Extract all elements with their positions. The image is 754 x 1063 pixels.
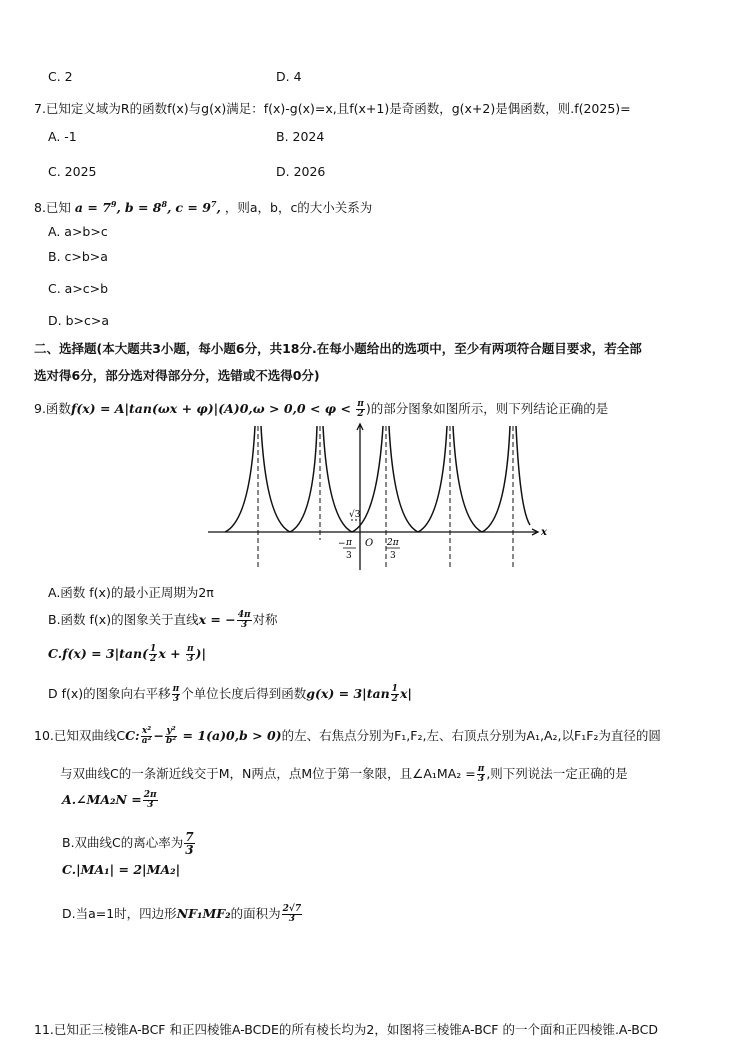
q9-option-c-mid: x + [158, 646, 185, 661]
q10-option-b [62, 831, 196, 856]
q10-line2-suffix: ,则下列说法一定正确的是 [486, 766, 628, 781]
q9-function-graph [200, 420, 550, 572]
q7-stem: 7.已知定义域为R的函数f(x)与g(x)满足：f(x)-g(x)=x,且f(x+1)是奇函数，g(x+2)是偶函数，则.f(2025)= [34, 101, 631, 116]
q10-math-eq: = 1(a)0,b > 0) [178, 728, 282, 743]
q9-option-d-num: π [172, 684, 180, 694]
curve-branch [389, 426, 447, 532]
q9-option-d-math: g(x) = 3|tan [306, 686, 390, 701]
curve-branch [225, 426, 255, 532]
q10-hyp-den2: b² [165, 736, 177, 746]
q11-stem-line1: 11.已知正三棱锥A-BCF 和正四棱锥A-BCDE的所有棱长均为2，如图将三棱锥A-BCF 的一个面和正四棱锥.A-BCD [34, 1022, 658, 1037]
curve-branch [261, 426, 317, 532]
q9-option-d [48, 685, 412, 704]
q8-a-base: 7 [102, 200, 111, 216]
q10-math-c: C: [125, 728, 140, 743]
q10-option-a [62, 791, 159, 810]
q10-suffix: 的左、右焦点分别为F₁,F₂,左、右顶点分别为A₁,A₂,以F₁F₂为直径的圆 [281, 728, 661, 743]
q9-stem [34, 400, 608, 419]
q7-option-a: A. -1 [48, 129, 77, 144]
q9-option-c-frac1-den: 2 [150, 654, 157, 664]
x-axis-label: x [541, 527, 547, 538]
q10-option-c-math: C.|MA₁| = 2|MA₂| [62, 862, 181, 877]
q7-option-c: C. 2025 [48, 164, 97, 179]
q8-option-d: D. b>c>a [48, 313, 109, 328]
q9-phi-bound-den: 2 [357, 409, 364, 419]
q9-option-d-prefix: D f(x)的图象向右平移 [48, 686, 171, 701]
q7-option-d: D. 2026 [276, 164, 326, 179]
q9-option-d-frac2-den: 2 [391, 694, 398, 704]
q10-angle-num: π [477, 764, 485, 774]
q10-hyp-num1: x² [141, 726, 152, 736]
q9-option-b-math: x = − [198, 612, 236, 627]
q10-option-c [62, 862, 180, 878]
q8-option-b: B. c>b>a [48, 249, 108, 264]
q9-formula: f(x) = A|tan(ωx + φ)|(A)0,ω > 0,0 < φ < [70, 401, 356, 416]
q10-option-a-math: A.∠MA₂N = [62, 792, 142, 807]
q8-a-var: a [74, 200, 84, 216]
q9-option-c-end: )| [195, 646, 207, 661]
q9-phi-bound-num: π [357, 399, 364, 409]
q10-option-b-num: 7 [185, 830, 194, 844]
tick-left-sign: − [338, 539, 346, 549]
q9-option-d-den: 3 [172, 694, 180, 704]
q8-b-base: 8 [152, 200, 162, 216]
q10-option-d-mid: 的面积为 [230, 906, 281, 921]
q9-option-c-frac1-num: 1 [150, 644, 157, 654]
tick-left-den: 3 [346, 551, 352, 561]
q8-stem: 8.已知 $a = 7^9$, $b = 8^8$, $c = 9^7$, ，则a，b，c的大小关系为 [34, 199, 373, 216]
q7-option-b: B. 2024 [276, 129, 325, 144]
q9-option-b-num: 4π [237, 610, 251, 620]
tick-right-den: 3 [390, 551, 396, 561]
q8-a-exp: 9 [110, 199, 117, 209]
q10-hyp-num2: y² [166, 726, 176, 736]
q10-option-b-den: 3 [185, 843, 194, 857]
q6-option-d: D. 4 [276, 69, 302, 84]
q9-prefix: 9.函数 [34, 401, 71, 416]
origin-label: O [365, 538, 374, 549]
q9-option-b-den: 3 [240, 620, 248, 630]
q10-option-a-num: 2π [143, 790, 157, 800]
q9-option-b [48, 611, 278, 630]
q9-option-a: A.函数 f(x)的最小正周期为2π [48, 585, 214, 600]
q8-b-exp: 8 [161, 199, 168, 209]
tick-left-num: π [346, 538, 352, 548]
tick-right-num: 2π [387, 538, 399, 548]
q10-option-d [62, 905, 303, 924]
q9-option-d-mid: 个单位长度后得到函数 [181, 686, 307, 701]
q8-option-a: A. a>b>c [48, 224, 108, 239]
section2-heading-line2: 选对得6分，部分选对得部分分，选错或不选得0分) [34, 368, 320, 383]
q8-prefix: 8.已知 [34, 200, 71, 216]
curve-branch [516, 426, 530, 525]
q10-option-d-math: NF₁MF₂ [176, 906, 231, 921]
q8-option-c: C. a>c>b [48, 281, 109, 296]
q6-option-c: C. 2 [48, 69, 73, 84]
q8-c-exp: 7 [210, 199, 217, 209]
q10-line2: 与双曲线C的一条渐近线交于M，N两点，点M位于第一象限，且∠A₁MA₂ = [60, 766, 476, 781]
q10-stem-line2 [60, 765, 628, 784]
q10-option-d-den: 3 [288, 914, 296, 924]
q9-suffix: )的部分图象如图所示，则下列结论正确的是 [365, 401, 609, 416]
section2-heading-line1: 二、选择题(本大题共3小题，每小题6分，共18分.在每小题给出的选项中，至少有两项符合题目要求，若全部 [34, 341, 642, 356]
sqrt3-label: √3 [349, 510, 361, 520]
curve-branch [453, 426, 510, 532]
q8-suffix: ，则a，b，c的大小关系为 [224, 200, 373, 216]
q10-option-d-text: D.当a=1时，四边形 [62, 906, 177, 921]
q9-option-c-frac2-den: 3 [187, 654, 194, 664]
q10-option-a-den: 3 [147, 800, 154, 810]
q8-c-base: 9 [202, 200, 211, 216]
q9-option-c-math: C.f(x) = 3|tan( [48, 646, 149, 661]
q9-option-d-frac2-num: 1 [391, 684, 398, 694]
q10-hyp-den1: a² [141, 736, 152, 746]
q9-option-c [48, 645, 206, 664]
q10-angle-den: 3 [477, 774, 485, 784]
q10-option-d-num: 2√7 [282, 904, 302, 914]
q10-option-b-text: B.双曲线C的离心率为 [62, 835, 184, 850]
q9-option-d-end: x| [399, 686, 412, 701]
q9-option-b-prefix: B.函数 f(x)的图象关于直线 [48, 612, 199, 627]
q8-c-var: c [175, 200, 184, 216]
q8-b-var: b [124, 200, 134, 216]
q9-option-b-suffix: 对称 [252, 612, 278, 627]
q9-option-c-frac2-num: π [186, 644, 194, 654]
q10-prefix: 10.已知双曲线C [34, 728, 126, 743]
q10-stem-line1: 10.已知双曲线CC: $\frac{\text{x²}}{\text{a²}}$ − $\frac{\text{y²}}{\text{b²}}$ = 1(a)0,b > 0)的左、右焦点分别为F₁,F₂,左、右顶点分别为A₁,A₂,以F₁F₂为直径的圆 [34, 726, 661, 746]
